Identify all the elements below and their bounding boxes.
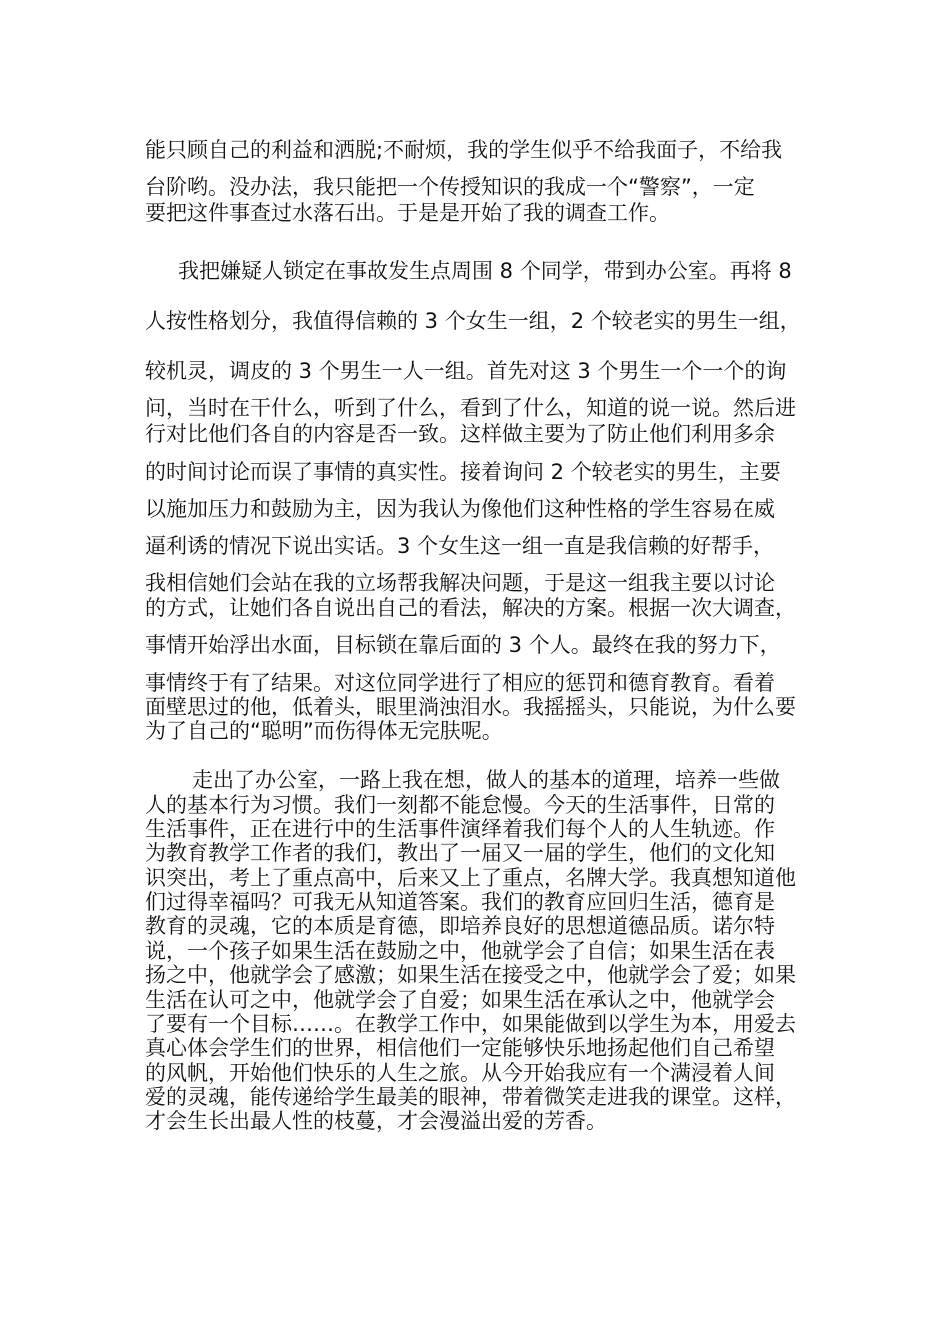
text-line: 的风帆，开始他们快乐的人生之旅。从今开始我应有一个满浸着人间 <box>145 1061 775 1085</box>
text-line: 为教育教学工作者的我们，教出了一届又一届的学生，他们的文化知 <box>145 841 775 865</box>
text-line: 能只顾自己的利益和洒脱;不耐烦，我的学生似乎不给我面子，不给我 <box>145 138 783 162</box>
text-line: 的时间讨论而误了事情的真实性。接着询问 2 个较老实的男生，主要 <box>145 460 781 484</box>
text-line: 事情开始浮出水面，目标锁在靠后面的 3 个人。最终在我的努力下， <box>145 633 781 657</box>
text-line: 才会生长出最人性的枝蔓，才会漫溢出爱的芳香。 <box>145 1109 607 1133</box>
text-line: 事情终于有了结果。对这位同学进行了相应的惩罚和德育教育。看着 <box>145 671 775 695</box>
text-line: 们过得幸福吗？可我无从知道答案。我们的教育应回归生活，德育是 <box>145 890 775 914</box>
text-line: 生活在认可之中，他就学会了自爱；如果生活在承认之中，他就学会 <box>145 988 775 1012</box>
text-line: 较机灵，调皮的 3 个男生一人一组。首先对这 3 个男生一个一个的询 <box>145 359 787 383</box>
text-line: 教育的灵魂，它的本质是育德，即培养良好的思想道德品质。诺尔特 <box>145 914 775 938</box>
text-line: 说，一个孩子如果生活在鼓励之中，他就学会了自信；如果生活在表 <box>145 939 775 963</box>
text-line: 逼利诱的情况下说出实话。3 个女生这一组一直是我信赖的好帮手， <box>145 534 775 558</box>
text-line: 人按性格划分，我值得信赖的 3 个女生一组，2 个较老实的男生一组， <box>145 309 801 333</box>
text-line: 人的基本行为习惯。我们一刻都不能怠慢。今天的生活事件，日常的 <box>145 793 775 817</box>
text-line: 行对比他们各自的内容是否一致。这样做主要为了防止他们利用多余 <box>145 422 775 446</box>
text-line: 面壁思过的他，低着头，眼里淌浊泪水。我摇摇头，只能说，为什么要 <box>145 695 796 719</box>
text-line: 要把这件事查过水落石出。于是是开始了我的调查工作。 <box>145 201 670 225</box>
text-line: 我相信她们会站在我的立场帮我解决问题，于是这一组我主要以讨论 <box>145 571 775 595</box>
text-line: 以施加压力和鼓励为主，因为我认为像他们这种性格的学生容易在威 <box>145 497 775 521</box>
text-line: 扬之中，他就学会了感激；如果生活在接受之中，他就学会了爱；如果 <box>145 963 796 987</box>
text-line: 台阶哟。没办法，我只能把一个传授知识的我成一个“警察”，一定 <box>145 175 755 199</box>
text-line: 为了自己的“聪明”而伤得体无完肤呢。 <box>145 719 503 743</box>
text-line: 了要有一个目标……。在教学工作中，如果能做到以学生为本，用爱去 <box>145 1012 796 1036</box>
text-line: 爱的灵魂，能传递给学生最美的眼神，带着微笑走进我的课堂。这样， <box>145 1085 796 1109</box>
text-line: 走出了办公室，一路上我在想，做人的基本的道理，培养一些做 <box>192 768 780 792</box>
text-line: 真心体会学生们的世界，相信他们一定能够快乐地扬起他们自己希望 <box>145 1036 775 1060</box>
text-line: 识突出，考上了重点高中，后来又上了重点，名牌大学。我真想知道他 <box>145 866 796 890</box>
text-line: 问，当时在干什么，听到了什么，看到了什么，知道的说一说。然后进 <box>145 396 796 420</box>
text-line: 我把嫌疑人锁定在事故发生点周围 8 个同学，带到办公室。再将 8 <box>178 259 792 283</box>
text-line: 生活事件，正在进行中的生活事件演绎着我们每个人的人生轨迹。作 <box>145 817 775 841</box>
text-line: 的方式，让她们各自说出自己的看法，解决的方案。根据一次大调查， <box>145 596 796 620</box>
